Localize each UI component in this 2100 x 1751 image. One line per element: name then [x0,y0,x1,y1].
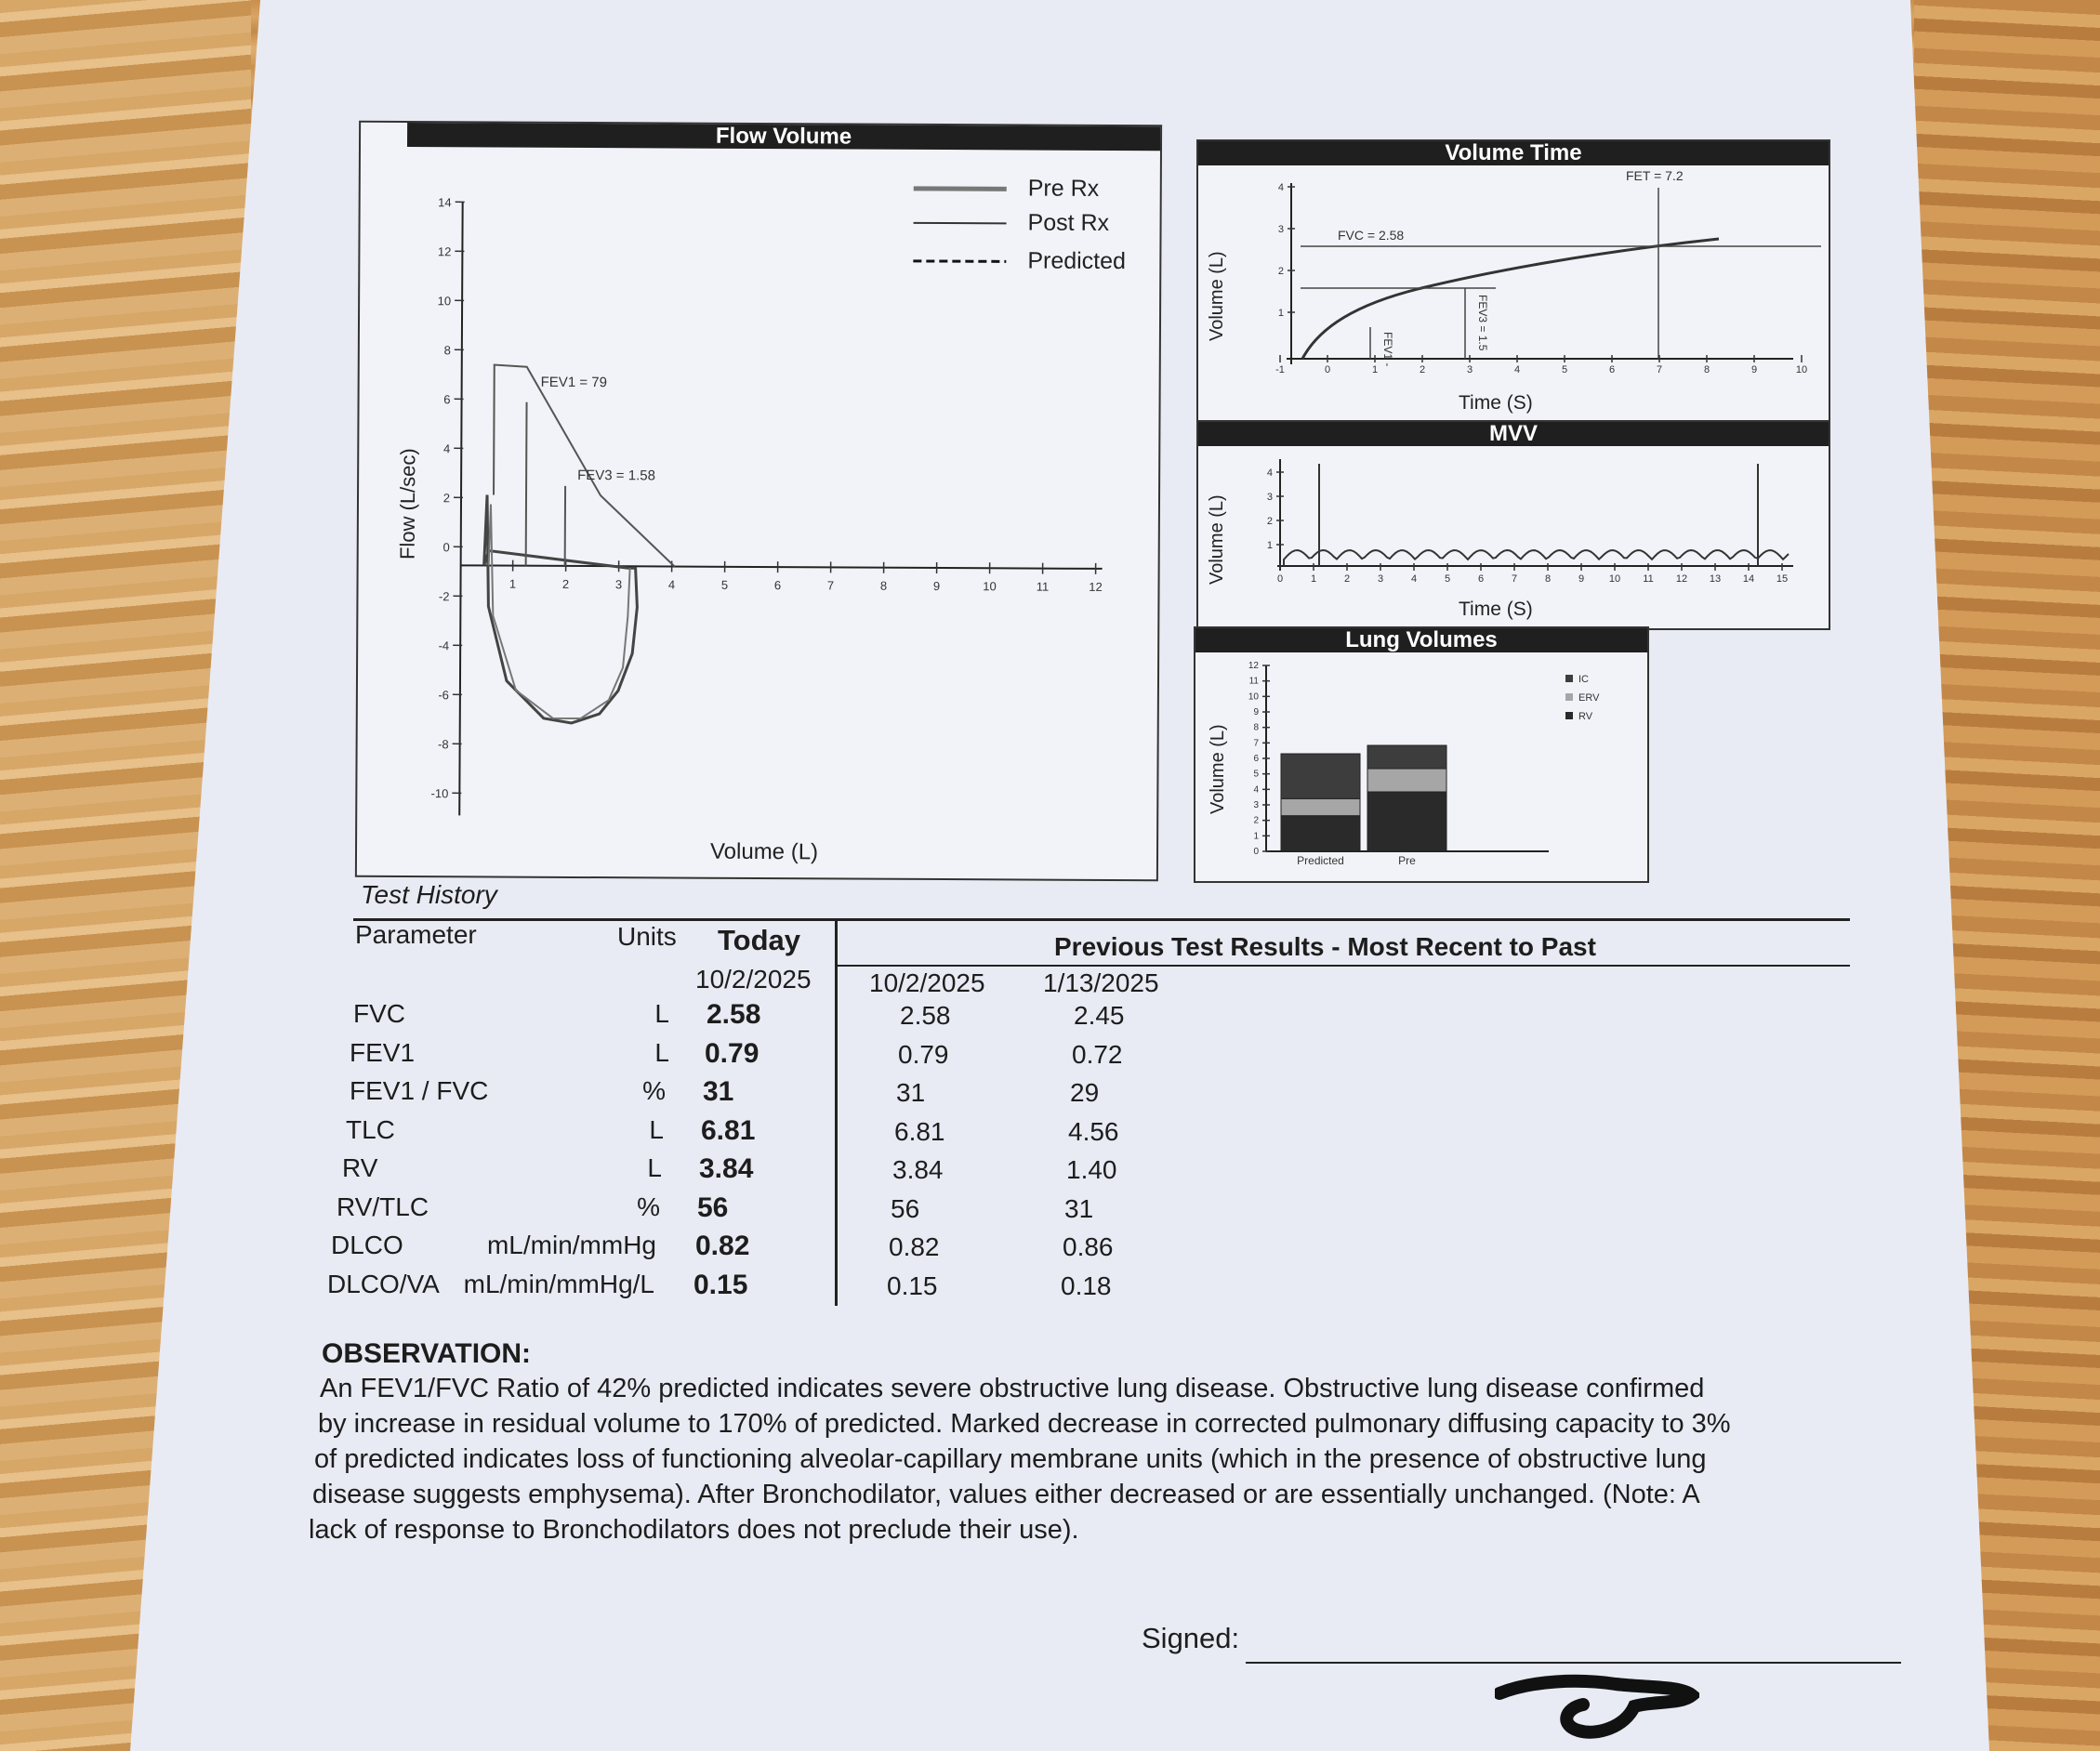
y-tick-label: 0 [442,540,450,555]
y-tick-label: -6 [438,688,449,703]
x-tick-label: 8 [879,578,888,593]
y-tick-label: 2 [1253,815,1259,826]
row-today-value: 31 [703,1076,734,1107]
row-today-value: 2.58 [707,999,761,1030]
row-prev1-value: 56 [891,1193,920,1223]
observation-line: lack of response to Bronchodilators does not preclude their use). [309,1515,1079,1545]
row-units: mL/min/mmHg/L [463,1269,654,1298]
y-tick-label: -4 [438,639,450,653]
observation-line: of predicted indicates loss of functioning alveolar-capillary membrane units (which in the presence of obstructive lung [314,1444,1707,1474]
x-tick-label: 14 [1742,573,1755,585]
x-tick-label: 5 [1561,364,1568,375]
x-tick-label: 5 [720,577,729,592]
legend-label: IC [1578,674,1589,685]
fev1-annotation: FEV1 - [1381,332,1394,367]
x-tick-label: 15 [1776,573,1789,585]
row-prev2-value: 31 [1064,1193,1094,1223]
y-ticks [1267,467,1284,551]
flow-volume-panel [355,121,1162,882]
header-units: Units [617,922,677,951]
y-tick-label: 6 [443,392,451,407]
row-prev2-value: 1.40 [1066,1155,1117,1184]
row-prev2-value: 0.72 [1072,1039,1123,1069]
x-tick-label: -1 [1275,364,1285,375]
row-prev1-value: 2.58 [900,1001,951,1030]
y-tick-label: -8 [438,737,449,752]
legend-swatch [1565,712,1573,719]
row-prev1-value: 0.79 [898,1039,949,1069]
x-tick-label: 6 [1608,364,1616,375]
row-units: % [642,1076,666,1105]
x-tick-label: 12 [1089,579,1103,594]
legend-label: RV [1578,711,1593,722]
post-rx-loop [488,504,630,718]
row-parameter: FEV1 / FVC [350,1076,489,1105]
pre-rx-loop [483,494,638,723]
y-tick-label: 2 [1277,266,1284,277]
x-tick-label: 9 [1578,573,1585,585]
y-tick-label: 2 [442,491,451,506]
row-today-value: 6.81 [701,1114,756,1146]
row-prev2-value: 2.45 [1074,1001,1125,1030]
y-axis-label: Volume (L) [1207,494,1227,585]
row-parameter: DLCO [331,1231,403,1259]
x-tick-label: 12 [1675,573,1688,585]
row-today-value: 3.84 [699,1153,754,1184]
row-prev2-value: 0.86 [1063,1232,1114,1261]
y-tick-label: 0 [1253,847,1259,857]
category-label: Pre [1398,854,1416,867]
y-axis [459,202,462,815]
x-tick-label: 7 [826,578,835,593]
flow-volume-title: Flow Volume [407,123,1160,151]
signature-scribble [1495,1673,1699,1747]
row-parameter: RV [342,1153,378,1182]
legend-label: ERV [1578,692,1600,704]
mvv-panel [1196,420,1830,630]
observation-title: OBSERVATION: [322,1338,532,1369]
x-tick-label: 1 [1310,573,1317,585]
bar-segment-erv [1367,769,1446,792]
x-tick-label: 3 [1466,364,1473,375]
flow-volume-chart [357,123,1160,879]
x-tick-label: 4 [667,577,676,592]
signature-line [1246,1662,1901,1664]
row-prev2-value: 0.18 [1061,1270,1112,1300]
x-tick-label: 4 [1513,364,1521,375]
y-tick-label: 4 [1277,182,1284,193]
y-tick-label: 4 [443,441,451,456]
row-prev1-value: 6.81 [894,1116,945,1146]
x-tick-label: 13 [1709,573,1722,585]
volume-time-panel [1196,139,1830,422]
y-tick-label: 10 [1248,691,1259,703]
history-rule-top [353,918,1850,921]
y-tick-label: 3 [1266,492,1273,503]
legend-predicted-line [913,261,1006,262]
y-tick-label: 12 [1248,661,1259,671]
header-previous: Previous Test Results - Most Recent to Past [1054,932,1596,961]
x-tick-label: 3 [614,577,623,592]
lung-volumes-chart [1195,628,1647,881]
y-tick-label: 4 [1253,784,1259,796]
row-parameter: DLCO/VA [327,1269,440,1298]
test-history-title: Test History [361,880,497,909]
y-tick-label: -10 [430,786,449,801]
row-today-value: 0.15 [693,1269,748,1300]
row-prev1-value: 31 [896,1078,926,1107]
y-tick-label: 10 [437,294,452,309]
x-tick-label: 11 [1036,579,1050,594]
row-parameter: FVC [353,999,405,1028]
observation-line: by increase in residual volume to 170% of predicted. Marked decrease in corrected pulmonary diffusing capacity to 3% [318,1409,1731,1439]
row-units: L [649,1114,664,1144]
y-tick-label: 5 [1253,769,1259,780]
fev3-annotation: FEV3 = 1.5 [1476,295,1489,351]
x-axis [461,565,1103,569]
row-units: % [637,1191,660,1221]
observation-line: disease suggests emphysema). After Bronchodilator, values either decreased or are essentially unchanged. (Note: A [312,1480,1700,1509]
legend-post-label: Post Rx [1027,209,1110,236]
row-units: mL/min/mmHg [486,1231,656,1259]
volume-time-chart [1198,141,1829,420]
fev1-marker [526,402,527,566]
legend [1565,674,1600,722]
row-prev1-value: 0.82 [889,1232,940,1261]
x-tick-label: 2 [1343,573,1351,585]
y-tick-label: 1 [1277,308,1284,319]
row-today-value: 0.79 [705,1037,759,1069]
y-tick-label: 8 [443,343,451,358]
lung-volumes-title: Lung Volumes [1195,628,1647,652]
y-tick-label: 1 [1253,831,1259,842]
row-prev1-value: 3.84 [892,1155,944,1184]
observation-line: An FEV1/FVC Ratio of 42% predicted indicates severe obstructive lung disease. Obstructive lung disease confirmed [320,1374,1705,1403]
x-tick-label: 4 [1410,573,1418,585]
bar-segment-rv [1367,792,1446,851]
y-ticks [1278,182,1295,319]
x-tick-label: 6 [1477,573,1485,585]
x-tick-label: 5 [1444,573,1451,585]
row-prev2-value: 29 [1070,1078,1100,1107]
y-tick-label: 3 [1253,800,1259,810]
row-parameter: FEV1 [350,1037,416,1067]
mvv-trace [1284,550,1789,566]
y-tick-label: 8 [1253,722,1259,733]
y-tick-label: -2 [438,589,450,604]
fet-annotation: FET = 7.2 [1626,168,1684,183]
volume-time-title: Volume Time [1198,141,1829,165]
category-labels [1297,854,1416,867]
x-tick-label: 2 [561,576,570,591]
y-tick-label: 11 [1248,676,1259,687]
x-axis-label: Time (S) [1459,392,1533,414]
y-tick-label: 2 [1266,516,1273,527]
x-tick-label: 10 [983,579,997,594]
y-axis-label: Volume (L) [1207,251,1227,341]
y-tick-label: 12 [437,244,452,259]
x-tick-label: 10 [1795,364,1808,375]
x-tick-label: 2 [1419,364,1426,375]
row-units: L [654,1037,669,1067]
row-today-value: 0.82 [695,1231,750,1261]
x-tick-label: 7 [1511,573,1518,585]
stacked-bars [1281,745,1446,851]
fev3-annotation: FEV3 = 1.58 [577,467,655,484]
row-parameter: TLC [346,1114,395,1144]
mvv-title: MVV [1198,422,1829,446]
y-tick-label: 9 [1253,707,1259,718]
history-divider [835,920,838,1306]
bar-segment-rv [1281,816,1360,851]
x-tick-label: 0 [1276,573,1284,585]
category-label: Predicted [1297,854,1344,867]
y-tick-label: 3 [1277,224,1284,235]
bar-segment-ic [1367,745,1446,769]
lung-volumes-panel [1194,626,1649,883]
x-tick-label: 11 [1643,573,1654,585]
date-today: 10/2/2025 [695,965,812,994]
legend-predicted-label: Predicted [1027,247,1127,275]
x-tick-label: 10 [1608,573,1621,585]
signed-label: Signed: [1142,1622,1240,1654]
volume-time-curve [1302,239,1719,359]
bar-segment-ic [1281,754,1360,798]
header-parameter: Parameter [355,920,477,949]
row-units: L [654,999,669,1028]
row-today-value: 56 [697,1191,729,1223]
x-tick-label: 8 [1703,364,1710,375]
y-tick-label: 1 [1266,540,1273,551]
y-tick-label: 6 [1253,754,1259,764]
x-tick-label: 8 [1544,573,1552,585]
x-tick-label: 9 [932,578,941,594]
predicted-curve [494,365,676,567]
mvv-chart [1198,422,1829,628]
legend-pre-label: Pre Rx [1027,175,1100,202]
y-tick-label: 7 [1253,738,1259,749]
x-axis-label: Time (S) [1459,599,1533,620]
x-tick-label: 1 [508,576,517,591]
row-prev2-value: 4.56 [1068,1116,1119,1146]
fev1-annotation: FEV1 = 79 [540,374,608,391]
row-prev1-value: 0.15 [887,1270,938,1300]
x-tick-label: 7 [1656,364,1663,375]
y-tick-label: 4 [1266,467,1273,479]
y-axis-label: Flow (L/sec) [395,448,420,560]
legend-swatch [1565,675,1573,682]
fvc-annotation: FVC = 2.58 [1338,228,1405,243]
y-tick-label: 14 [438,195,452,210]
y-axis-label: Volume (L) [1208,724,1228,814]
x-tick-label: 1 [1371,364,1379,375]
x-axis-label: Volume (L) [709,838,819,865]
x-tick-label: 9 [1750,364,1758,375]
x-tick-label: 6 [773,578,782,593]
row-units: L [647,1153,662,1182]
x-tick-label: 0 [1324,364,1331,375]
x-tick-label: 3 [1377,573,1384,585]
bar-segment-erv [1281,798,1360,815]
row-parameter: RV/TLC [337,1191,429,1221]
header-today: Today [718,924,800,956]
date-prev1: 10/2/2025 [869,968,985,997]
legend-post-line [914,223,1007,224]
legend-swatch [1565,693,1573,701]
legend-pre-line [914,189,1007,190]
history-rule-prev [835,965,1850,967]
date-prev2: 1/13/2025 [1043,968,1159,997]
